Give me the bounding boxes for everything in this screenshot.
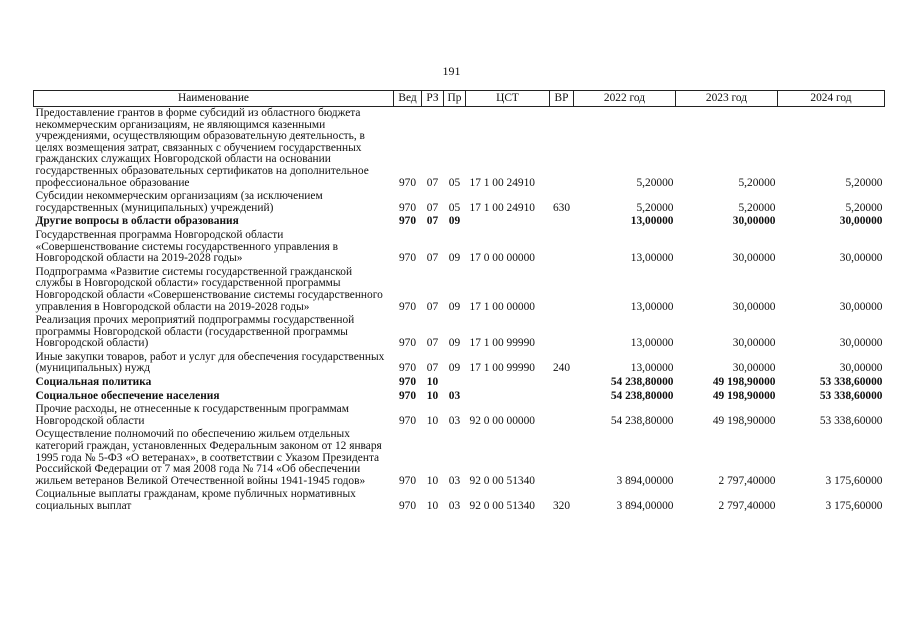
budget-table [33, 90, 885, 514]
row-ved: 970 [398, 500, 417, 512]
row-value-2022: 3 894,00000 [616, 474, 674, 487]
row-name: Государственная программа Новгородской области «Совершенствование системы государственного управления в Новгородской области на 2019-2028 годы» [35, 228, 339, 265]
row-value-2022: 13,00000 [630, 215, 674, 228]
table-row [34, 403, 885, 428]
header-year-2022: 2022 год [574, 91, 676, 107]
row-rz: 07 [426, 300, 439, 313]
table-row [34, 314, 885, 351]
row-value-2022: 54 238,80000 [610, 376, 674, 389]
row-cst: 17 0 00 00000 [469, 252, 535, 265]
row-value-2024: 53 338,60000 [819, 376, 883, 389]
row-pr: 03 [448, 389, 461, 402]
header-vr: ВР [550, 91, 574, 107]
row-pr: 09 [448, 337, 461, 350]
table-row [34, 215, 885, 229]
row-value-2023: 30,00000 [732, 252, 776, 265]
row-value-2024: 30,00000 [839, 300, 883, 313]
row-value-2024: 30,00000 [839, 252, 883, 265]
row-rz: 10 [426, 389, 439, 402]
row-cst [466, 215, 550, 229]
row-cst [466, 376, 550, 390]
row-rz: 07 [426, 362, 439, 375]
row-vr [550, 403, 574, 428]
row-value-2024: 3 175,60000 [825, 500, 883, 512]
table-header-row [34, 91, 885, 107]
row-cst: 92 0 00 51340 [469, 500, 535, 512]
table-row [34, 190, 885, 215]
row-ved: 970 [398, 389, 417, 402]
row-value-2023: 30,00000 [732, 215, 776, 228]
row-vr [550, 428, 574, 488]
row-value-2024: 53 338,60000 [819, 389, 883, 402]
row-ved: 970 [398, 215, 417, 228]
row-name: Социальное обеспечение населения [35, 389, 220, 402]
header-pr: Пр [444, 91, 466, 107]
row-name: Реализация прочих мероприятий подпрограммы государственной программы Новгородской области (государственной программы Новгородской области) [35, 314, 355, 350]
row-name: Субсидии некоммерческим организациям (за исключением государственных (муниципальных) учреждений) [35, 190, 323, 214]
row-value-2022: 13,00000 [630, 252, 674, 265]
header-year-2024: 2024 год [778, 91, 885, 107]
row-rz: 10 [426, 474, 439, 487]
row-vr [550, 266, 574, 314]
row-vr [550, 107, 574, 191]
row-cst [466, 390, 550, 404]
row-rz: 07 [426, 337, 439, 350]
row-vr [550, 215, 574, 229]
row-ved: 970 [398, 252, 417, 265]
row-value-2022: 5,20000 [636, 176, 674, 189]
row-ved: 970 [398, 362, 417, 375]
row-rz: 07 [426, 176, 439, 189]
row-cst: 17 1 00 99990 [469, 362, 535, 375]
header-year-2023: 2023 год [676, 91, 778, 107]
table-row [34, 390, 885, 404]
row-name: Осуществление полномочий по обеспечению жильем отдельных категорий граждан, установленных Федеральным законом от 12 января 1995 года № 5-ФЗ «О ветеранах», в соответствии с Указом Президента Российской Федерации от 7 мая 2008 года № 714 «Об обеспечении жильем ветеранов Великой Отечественной войны 1941-1945 годов» [35, 428, 382, 487]
row-cst: 17 1 00 24910 [469, 176, 535, 189]
row-name: Социальная политика [35, 376, 152, 389]
row-value-2024: 30,00000 [839, 215, 883, 228]
row-value-2024: 30,00000 [839, 337, 883, 350]
row-value-2023: 30,00000 [732, 300, 776, 313]
table-row [34, 376, 885, 390]
row-cst: 17 1 00 00000 [469, 300, 535, 313]
row-name: Предоставление грантов в форме субсидий из областного бюджета некоммерческим организациям, не являющимся казенными учреждениями, осуществляющим образовательную деятельность, в целях возмещения затрат, связанных с обучением государственных гражданских служащих Новгородской области на основании государственных образовательных сертификатов на дополнительное профессиональное образование [35, 107, 369, 189]
row-ved: 970 [398, 474, 417, 487]
row-rz: 10 [426, 500, 439, 512]
row-vr [550, 376, 574, 390]
row-rz: 10 [426, 414, 439, 427]
row-value-2023: 2 797,40000 [718, 474, 776, 487]
row-pr: 03 [448, 500, 461, 512]
row-pr: 03 [448, 414, 461, 427]
row-cst: 17 1 00 99990 [469, 337, 535, 350]
row-value-2022: 3 894,00000 [616, 500, 674, 512]
row-cst: 17 1 00 24910 [469, 201, 535, 214]
row-pr: 09 [448, 215, 461, 228]
row-value-2023: 49 198,90000 [712, 414, 776, 427]
table-row [34, 428, 885, 488]
row-ved: 970 [398, 376, 417, 389]
row-vr: 630 [552, 201, 571, 214]
row-ved: 970 [398, 337, 417, 350]
row-value-2022: 54 238,80000 [610, 389, 674, 402]
row-rz: 07 [426, 201, 439, 214]
row-value-2022: 13,00000 [630, 337, 674, 350]
row-name: Подпрограмма «Развитие системы государственной гражданской службы в Новгородской области» государственной программы Новгородской области «Совершенствование системы государственного управления в Новгородской области на 2019-2028 годы» [35, 265, 383, 313]
header-cst: ЦСТ [466, 91, 550, 107]
row-pr: 09 [448, 252, 461, 265]
row-pr: 05 [448, 201, 461, 214]
row-ved: 970 [398, 414, 417, 427]
row-value-2023: 5,20000 [738, 176, 776, 189]
row-name: Социальные выплаты гражданам, кроме публичных нормативных социальных выплат [35, 488, 356, 512]
row-value-2023: 49 198,90000 [712, 376, 776, 389]
row-value-2023: 49 198,90000 [712, 389, 776, 402]
row-cst: 92 0 00 00000 [469, 414, 535, 427]
row-rz: 10 [426, 376, 439, 389]
header-name: Наименование [34, 91, 394, 107]
row-value-2023: 5,20000 [738, 201, 776, 214]
row-pr: 09 [448, 362, 461, 375]
row-value-2024: 53 338,60000 [819, 414, 883, 427]
row-vr [550, 390, 574, 404]
row-value-2024: 5,20000 [845, 176, 883, 189]
row-ved: 970 [398, 300, 417, 313]
row-value-2024: 5,20000 [845, 201, 883, 214]
header-ved: Вед [394, 91, 422, 107]
row-value-2022: 13,00000 [630, 362, 674, 375]
row-value-2024: 3 175,60000 [825, 474, 883, 487]
row-value-2022: 5,20000 [636, 201, 674, 214]
row-vr: 320 [552, 500, 571, 512]
row-vr [550, 314, 574, 351]
row-pr: 05 [448, 176, 461, 189]
table-row [34, 229, 885, 266]
row-value-2024: 30,00000 [839, 362, 883, 375]
row-value-2022: 54 238,80000 [610, 414, 674, 427]
page-number: 191 [442, 64, 461, 78]
row-rz: 07 [426, 215, 439, 228]
row-pr: 03 [448, 474, 461, 487]
header-rz: РЗ [422, 91, 444, 107]
table-row [34, 488, 885, 513]
row-value-2023: 30,00000 [732, 337, 776, 350]
row-value-2023: 2 797,40000 [718, 500, 776, 512]
row-name: Иные закупки товаров, работ и услуг для обеспечения государственных (муниципальных) нужд [35, 350, 385, 375]
table-row [34, 351, 885, 376]
row-pr: 09 [448, 300, 461, 313]
row-ved: 970 [398, 201, 417, 214]
table-row [34, 107, 885, 191]
row-ved: 970 [398, 176, 417, 189]
row-rz: 07 [426, 252, 439, 265]
row-value-2022: 13,00000 [630, 300, 674, 313]
row-vr: 240 [552, 362, 571, 375]
table-row [34, 266, 885, 314]
row-name: Другие вопросы в области образования [35, 215, 239, 228]
row-name: Прочие расходы, не отнесенные к государственным программам Новгородской области [35, 403, 349, 427]
row-pr [444, 376, 466, 390]
row-cst: 92 0 00 51340 [469, 474, 535, 487]
row-value-2023: 30,00000 [732, 362, 776, 375]
row-vr [550, 229, 574, 266]
